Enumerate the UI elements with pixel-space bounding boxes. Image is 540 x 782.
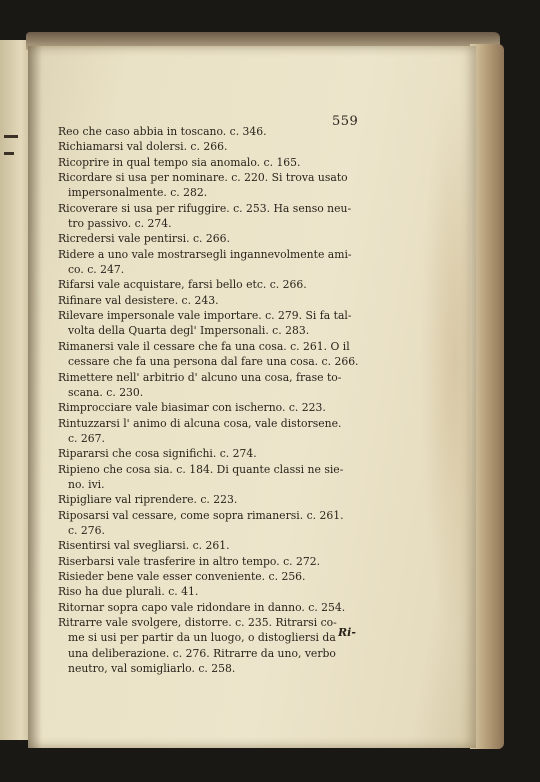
index-line: impersonalmente. c. 282. [68,186,208,200]
index-line: tro passivo. c. 274. [68,217,172,231]
index-line: Reo che caso abbia in toscano. c. 346. [58,125,267,138]
index-line: cessare che fa una persona dal fare una cosa. c. 266. [68,355,359,369]
index-line: Ritrarre vale svolgere, distorre. c. 235. Ritrarsi co- [58,616,337,629]
index-line: Rimprocciare vale biasimar con ischerno. c. 223. [58,401,326,415]
index-line: una deliberazione. c. 276. Ritrarre da uno, verbo [68,646,336,660]
index-line: scana. c. 230. [68,385,144,399]
index-line: Ricoverare si usa per rifuggire. c. 253. Ha senso neu- [58,201,352,215]
paper-stain [420,80,470,640]
index-line: Ridere a uno vale mostrarsegli ingannevolmente ami- [58,247,352,261]
index-line: Rifarsi vale acquistare, farsi bello etc. c. 266. [58,278,307,292]
index-line: Rifinare val desistere. c. 243. [58,293,219,307]
index-line: Rintuzzarsi l' animo di alcuna cosa, vale distorsene. [58,416,342,430]
index-line: Ripigliare val riprendere. c. 223. [58,493,238,507]
index-line: me si usi per partir da un luogo, o distogliersi da [68,631,336,645]
index-line: c. 267. [68,431,105,445]
index-line: Rimanersi vale il cessare che fa una cosa. c. 261. O il [58,339,350,353]
facing-page-mark [4,152,14,155]
index-line: Riserbarsi vale trasferire in altro tempo. c. 272. [58,554,321,568]
index-line: Ripieno che cosa sia. c. 184. Di quante classi ne sie- [58,462,344,476]
index-line: Richiamarsi val dolersi. c. 266. [58,140,228,154]
index-line: Rimettere nell' arbitrio d' alcuno una cosa, frase to- [58,370,342,384]
index-line: neutro, val somigliarlo. c. 258. [68,662,236,676]
index-line: Risieder bene vale esser conveniente. c. 256. [58,569,306,583]
index-line: Rilevare impersonale vale importare. c. 279. Si fa tal- [58,309,352,323]
index-line: Ricredersi vale pentirsi. c. 266. [58,232,230,246]
facing-page-edge [0,40,31,740]
index-line: no. ivi. [68,477,105,491]
index-line: Ricordare si usa per nominare. c. 220. Si trova usato [58,171,348,185]
index-line: volta della Quarta degl' Impersonali. c. 283. [68,324,310,338]
index-line: co. c. 247. [68,263,125,277]
index-line: Risentirsi val svegliarsi. c. 261. [58,539,230,553]
index-line: Ritornar sopra capo vale ridondare in danno. c. 254. [58,600,346,614]
page-number: 559 [332,114,359,129]
index-line: Ripararsi che cosa significhi. c. 274. [58,447,257,461]
index-entries [58,124,378,676]
index-line: Riso ha due plurali. c. 41. [58,585,199,599]
catchword: Ri- [338,626,356,639]
facing-page-mark [4,135,18,138]
index-line: Riposarsi val cessare, come sopra rimanersi. c. 261. [58,508,344,522]
gutter-shadow [28,46,42,748]
index-line: Ricoprire in qual tempo sia anomalo. c. 165. [58,155,301,169]
index-line: c. 276. [68,523,105,537]
